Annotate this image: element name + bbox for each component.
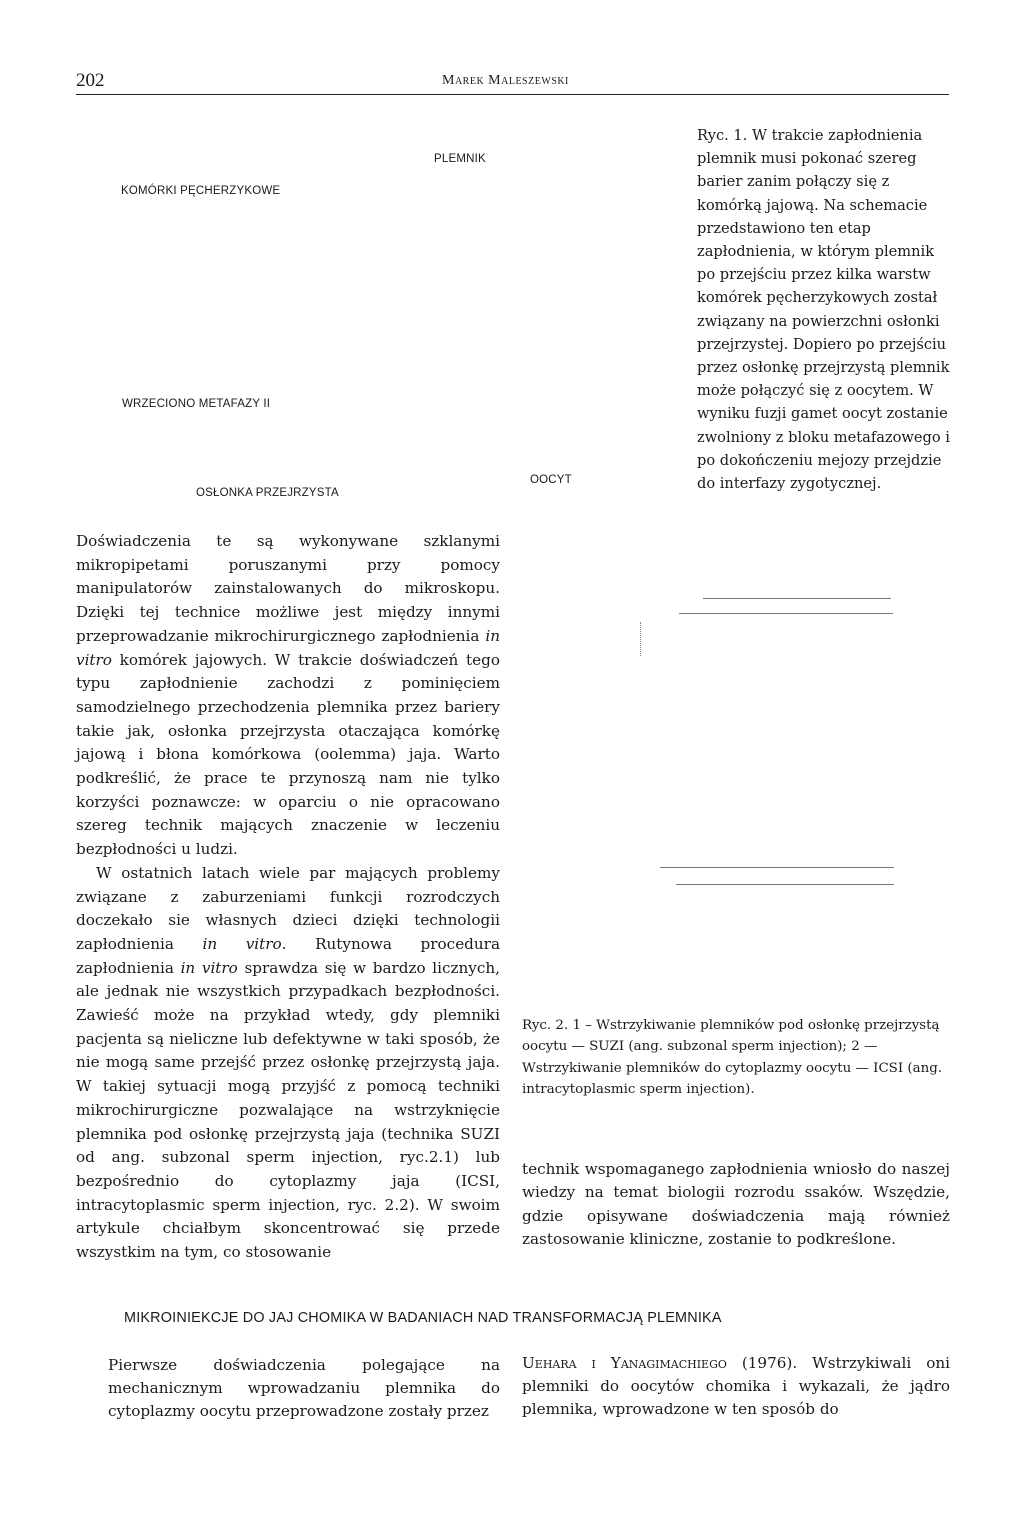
header-rule: [76, 94, 949, 95]
body-text-right: technik wspomaganego zapłodnienia wniosło do naszej wiedzy na temat biologii rozrodu ssaków. Wszędzie, gdzie opisywane doświadczenia mają również zastosowanie kliniczne, zostanie to podkreślone.: [522, 1160, 950, 1249]
label-zona-pellucida: OSŁONKA PRZEJRZYSTA: [196, 487, 339, 499]
figure-1-caption: Ryc. 1. W trakcie zapłodnienia plemnik musi pokonać szereg barier zanim połączy się z komórką jajową. Na schemacie przedstawiono ten etap zapłodnienia, w którym plemnik po przejściu przez kilka warstw komórek pęcherzykowych został związany na powierzchni osłonki przejrzystej. Dopiero po przejściu przez osłonkę przejrzystą plemnik może połączyć się z oocytem. W wyniku fuzji gamet oocyt zostanie zwolniony z bloku metafazowego i po dokończeniu mejozy przejdzie do interfazy zygotycznej.: [697, 127, 950, 493]
figure-2-trace: [703, 598, 891, 599]
cited-authors: Uehara i Yanagimachiego: [522, 1354, 727, 1372]
section-text-left: Pierwsze doświadczenia polegające na mechanicznym wprowadzaniu plemnika do cytoplazmy oocytu przeprowadzone zostały przez: [108, 1356, 500, 1421]
page-number: 202: [76, 70, 105, 91]
label-oocyte: OOCYT: [530, 474, 572, 486]
label-sperm: PLEMNIK: [434, 153, 486, 165]
paragraph-2: W ostatnich latach wiele par mających problemy związane z zaburzeniami funkcji rozrodczych doczekało sie własnych dzieci dzięki technologii zapłodnienia in vitro. Rutynowa procedura zapłodnienia in vitro sprawdza się w bardzo licznych, ale jednak nie wszystkich przypadkach bezpłodności. Zawieść może na przykład wtedy, gdy plemniki pacjenta są nieliczne lub defektywne w taki sposób, że nie mogą same przejść przez osłonkę przejrzystą jaja. W takiej sytuacji mogą przyjść z pomocą techniki mikrochirurgiczne pozwalające na wstrzyknięcie plemnika pod osłonkę przejrzystą jaja (technika SUZI od ang. subzonal sperm injection, ryc.2.1) lub bezpośrednio do cytoplazmy jaja (ICSI, intracytoplasmic sperm injection, ryc. 2.2). W swoim artykule chciałbym skoncentrować się przede wszystkim na tym, co stosowanie: [76, 863, 500, 1262]
section-heading: MIKROINIEKCJE DO JAJ CHOMIKA W BADANIACH NAD TRANSFORMACJĄ PLEMNIKA: [124, 1310, 722, 1326]
figure-2-trace: [676, 884, 894, 885]
figure-2-trace: [679, 613, 893, 614]
label-follicle-cells: KOMÓRKI PĘCHERZYKOWE: [121, 185, 281, 197]
section-text-right: Uehara i Yanagimachiego (1976). Wstrzykiwali oni plemniki do oocytów chomika i wykazali, że jądro plemnika, wprowadzone w ten sposób do: [522, 1354, 950, 1419]
figure-2-trace: [640, 622, 641, 656]
body-text-left: [76, 530, 500, 1265]
running-header-author: Marek Maleszewski: [442, 73, 569, 88]
figure-2-trace: [660, 867, 894, 868]
label-spindle: WRZECIONO METAFAZY II: [122, 398, 271, 410]
paragraph-1: Doświadczenia te są wykonywane szklanymi mikropipetami poruszanymi przy pomocy manipulatorów zainstalowanych do mikroskopu. Dzięki tej technice możliwe jest między innymi przeprowadzanie mikrochirurgicznego zapłodnienia in vitro komórek jajowych. W trakcie doświadczeń tego typu zapłodnienie zachodzi z pominięciem samodzielnego przechodzenia plemnika przez bariery takie jak, osłonka przejrzysta otaczająca komórkę jajową i błona komórkowa (oolemma) jaja. Warto podkreślić, że prace te przynoszą nam nie tylko korzyści poznawcze: w oparciu o nie opracowano szereg technik mających znaczenie w leczeniu bezpłodności u ludzi.: [76, 532, 500, 859]
figure-2-caption: Ryc. 2. 1 – Wstrzykiwanie plemników pod osłonkę przejrzystą oocytu — SUZI (ang. subzonal sperm injection); 2 — Wstrzykiwanie plemników do cytoplazmy oocytu — ICSI (ang. intracytoplasmic sperm injection).: [522, 1018, 943, 1098]
